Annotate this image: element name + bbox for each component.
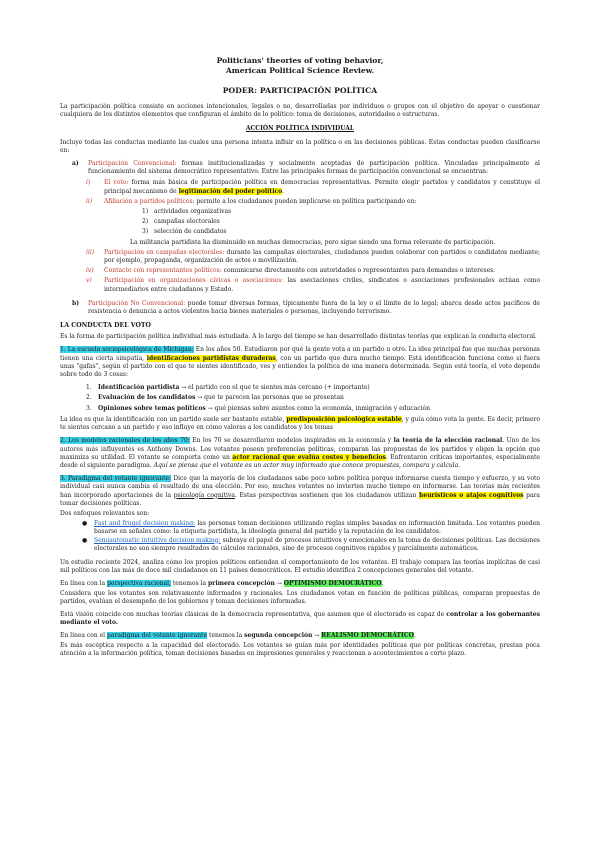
bullet-icon: ● [82,520,88,528]
header-line-1: Politicians' theories of voting behavior, [216,56,384,65]
realismo-paragraph: En línea con el paradigma del votante ignorante tenemos la segunda concepción → REALISMO DEMOCRÁTICO. [60,632,416,640]
ignorant-paragraph: 3. Paradigma del votante ignorante: Dice que la mayoría de los ciudadanos sabe poco sobre política porque informarse cuesta tiempo y esfuerzo, y su voto individual casi nunca cambia el resultado de una elección. Por eso, muchos votantes no invierten mucho tiempo en informarse. Las teorías más recientes han incorporado aportaciones de la psicología cognitiva. Estas perspectivas sostienen que los ciudadanos utilizan heurísticos o atajos cognitivos para tomar decisiones políticas. [60,475,540,507]
optimismo-text: Considera que los votantes son relativamente informados y racionales. Los ciudadanos votan en función de políticas públicas, comparan propuestas de partidos, evalúan el desempeño de los gobiernos y toman decisiones informadas. [60,589,540,605]
realismo-text: Es más escéptica respecto a la capacidad del electorado. Los votantes se guían más por identidades políticas que por políticas concretas, prestan poca atención a la información política, toman decisiones basadas en impresiones generales y reaccionan a acontecimientos a corto plazo. [60,641,540,657]
vision-paragraph: Está visión coincide con muchas teorías clásicas de la democracia representativa, que asumen que el electorado es capaz de controlar a los gobernantes mediante el voto. [60,610,540,627]
optimismo-paragraph: En línea con la perspectiva racional, tenemos la primera concepción → OPTIMISMO DEMOCRÁTICO. [60,580,384,588]
list-item: 1. Identificación partidista → el partido con el que te sientes más cercano (+ importante) [86,384,370,392]
conducta-intro: Es la forma de participación política individual más estudiada. A lo largo del tiempo se han desarrollado distintas teorías que explican la conducta electoral. [60,333,537,341]
michigan-close: La idea es que la identificación con un partido suele ser bastante estable, predisposición psicológica estable, y guía cómo vota la gente. Es decir, primero te sientes cercano a un partido y eso influye en cómo valoras a los candidatos y los temas [60,415,540,432]
header-line-2: American Political Science Review. [225,66,375,75]
enfoques-list [60,520,540,553]
list-item: 3. Opiniones sobre temas políticos → qué piensas sobre asuntos como la economía, inmigración y educación [86,404,431,412]
document-header [60,56,540,76]
accion-intro: Incluye todas las conductas mediante las cuales una persona intenta influir en la política o en las decisiones públicas. Estas conductas pueden clasificarse en: [60,138,540,154]
list-item: iv) Contacto con representantes políticos: comunicarse directamente con autoridades o representantes para demandas o intereses. [86,267,496,275]
list-item: 2. Evaluación de los candidatos → qué te parecen las personas que se presentan [86,394,344,402]
list-item: ii) Afiliación a partidos políticos: permite a los ciudadanos pueden implicarse en política participando en: [86,197,417,205]
list-item: ● Fast and frugal decision making: las personas toman decisiones utilizando reglas simples basadas en información limitada. Los votantes pueden basarse en señales como: la etiqueta partidista, la ideología general del partido y la reputación de los candidatos. [82,520,540,536]
section-a-label: a) [72,160,79,168]
list-item: iii) Participación en campañas electorales: durante las campañas electorales, ciudadanos pueden colaborar con partidos o candidatos mediante; por ejemplo, propaganda, organización de actos o movilización. [86,248,540,265]
michigan-head: 1. La escuela sociopsicológica de Michigan: [60,346,194,354]
list-item: 1) actividades organizativas [142,208,232,216]
estudio-paragraph: Un estudio reciente 2024, analiza cómo los propios políticos entienden el comportamiento de los votantes. El trabajo compara las teorías implícitas de casi mil políticos con las más de doce mil ciudadanos en 11 países democráticos. El estudio identifica 2 concepciones generales del votante. [60,558,540,575]
accion-title: ACCIÓN POLÍTICA INDIVIDUAL [245,125,355,133]
affiliation-sublist [142,208,540,237]
section-a-text: formas institucionalizadas y socialmente aceptadas de participación política. Vinculadas principalmente al funcionamiento del sistema democrático representativo. Entre las principales formas de participación convencional se encuentran: [88,160,540,176]
list-item: 3) selección de candidatos [142,228,227,236]
dos-enfoques: Dos enfoques relevantes son: [60,509,150,517]
section-b: b) Participación No Convencional: puede tomar diversas formas, típicamente fuera de la ley o el límite de lo legal; abarca desde actos pacíficos de resistencia o denuncia a actos violentos hacia bienes materiales o personas, incluyendo terrorismo. [72,299,540,316]
militancia-note: La militancia partidista ha disminuido en muchas democracias, pero sigue siendo una forma relevante de participación. [130,238,496,246]
michigan-paragraph: 1. La escuela sociopsicológica de Michigan: En los años 50. Estudiaron por qué la gente vota a un partido u otro. La idea principal fue que muchas personas tienen una cierta simpatía, identificaciones partidistas duraderas, con un partido que dura mucho tiempo. Está identificación funciona como si fuera unas "gafas", según el partido con el que te sientes identificado, ves y entiendes la política de una manera determinada. Según está teoría, el voto depende sobre todo de 3 cosas: [60,346,540,379]
intro-paragraph: La participación política consiste en acciones intencionales, legales o no, desarrolladas por individuos o grupos con el objetivo de apoyar o cuestionar cualquiera de los distintos elementos que configuran el ámbito de lo político: toma de decisiones, autoridades o estructuras. [60,103,540,119]
list-item: 2) campañas electorales [142,218,220,226]
conventional-list [86,179,540,293]
bullet-icon: ● [82,536,88,544]
page-title: PODER: PARTICIPACIÓN POLÍTICA [222,86,378,95]
list-item: v) Participación en organizaciones cívicas o asociaciones: las asociaciones civiles, sindicatos o asociaciones profesionales actúan como intermediarios entre ciudadanos y Estado. [86,277,540,293]
conducta-title: LA CONDUCTA DEL VOTO [60,322,151,330]
rational-paragraph: 2. Los modelos racionales de los años 70: En los 70 se desarrollaron modelos inspirados en la economía y la teoría de la elección racional. Uno de los autores más influyentes es Anthony Downs. Los votantes poseen preferencias políticas, comparan las propuestas de los partidos y eligen la opción que maximiza su utilidad. El votante se comporta como un actor racional que evalúa costes y beneficios. Enfrentaron críticas importantes, especialmente desde el siguiente paradigma. Aquí se piensa que el votante es un actor muy informado que conoce propuestas, compara y calcula. [60,437,540,469]
section-a [72,160,540,176]
list-item: i) El voto: forma más básica de participación política en democracias representativas. Permite elegir partidos y candidatos y constituye el principal mecanismo de legitimación del poder político. [86,179,540,195]
list-item: ● Semiautomatic intuitive decision making: subraya el papel de procesos intuitivos y emocionales en la toma de decisiones políticas. Las decisiones electorales no son siempre resultados de cálculos racionales, sino de procesos cognitivos rápidos y parcialmente automáticos. [82,536,540,552]
michigan-list [86,384,540,413]
section-a-head: Participación Convencional: [88,160,177,168]
